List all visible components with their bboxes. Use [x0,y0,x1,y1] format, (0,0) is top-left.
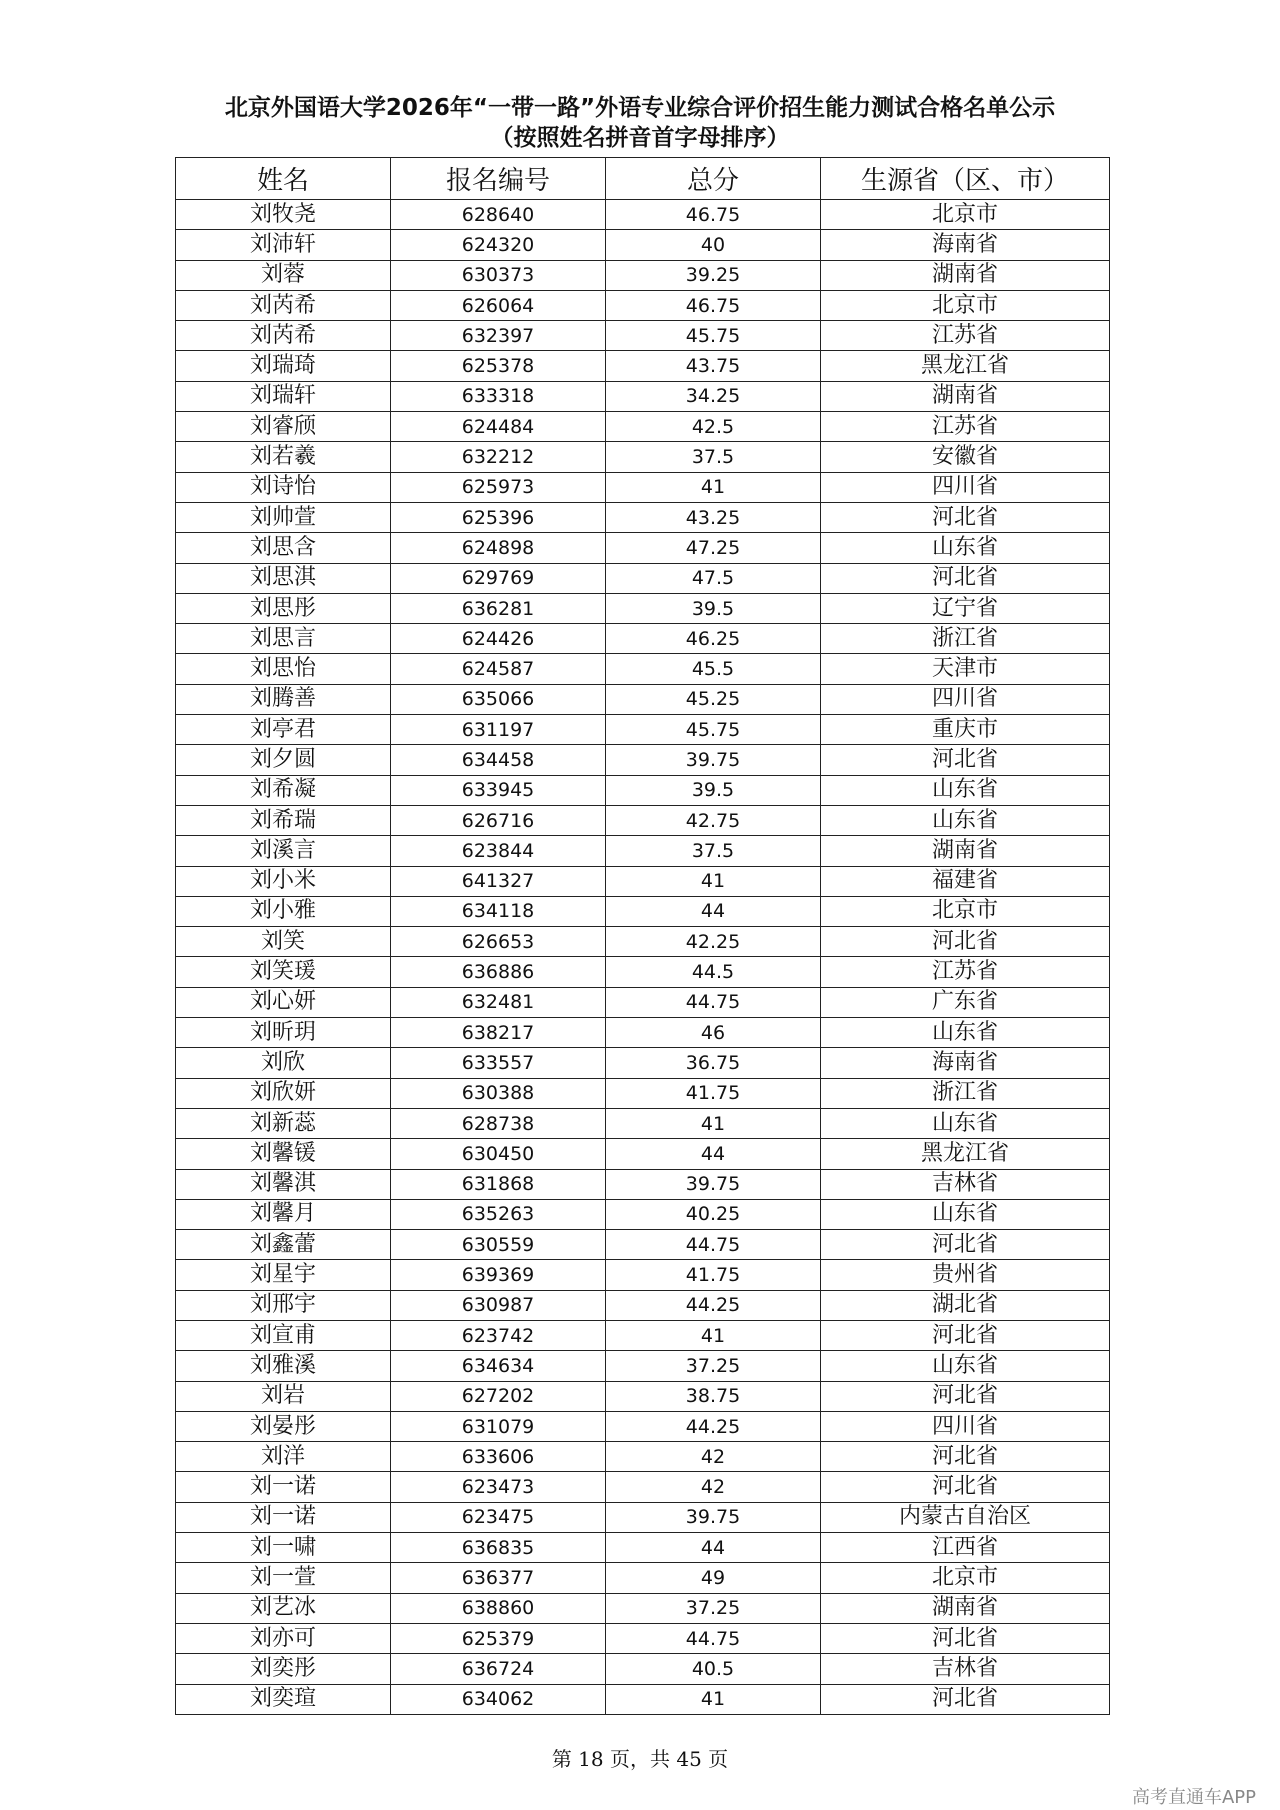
cell-name: 刘瑞琦 [176,351,391,381]
cell-name: 刘一萱 [176,1563,391,1593]
table-row [176,1563,1110,1593]
cell-total-score: 44.75 [606,1230,821,1260]
table-row [176,290,1110,320]
table-row [176,987,1110,1017]
cell-province: 吉林省 [821,1169,1110,1199]
cell-registration-number: 625379 [391,1623,606,1653]
table-row [176,1411,1110,1441]
cell-total-score: 34.25 [606,381,821,411]
cell-total-score: 41.75 [606,1260,821,1290]
header-name: 姓名 [176,158,391,200]
cell-name: 刘溪言 [176,836,391,866]
cell-province: 河北省 [821,502,1110,532]
cell-name: 刘岩 [176,1381,391,1411]
cell-total-score: 42 [606,1472,821,1502]
cell-total-score: 46 [606,1018,821,1048]
cell-registration-number: 629769 [391,563,606,593]
cell-province: 福建省 [821,866,1110,896]
cell-name: 刘欣妍 [176,1078,391,1108]
table-row [176,1472,1110,1502]
cell-registration-number: 634634 [391,1351,606,1381]
cell-province: 贵州省 [821,1260,1110,1290]
table-row [176,1199,1110,1229]
cell-name: 刘思含 [176,533,391,563]
cell-name: 刘睿颀 [176,412,391,442]
cell-total-score: 43.75 [606,351,821,381]
cell-total-score: 44 [606,1139,821,1169]
cell-province: 四川省 [821,1411,1110,1441]
header-registration-number: 报名编号 [391,158,606,200]
cell-name: 刘星宇 [176,1260,391,1290]
cell-name: 刘宣甫 [176,1320,391,1350]
cell-registration-number: 638217 [391,1018,606,1048]
table-row [176,715,1110,745]
cell-registration-number: 624320 [391,230,606,260]
cell-name: 刘牧尧 [176,200,391,230]
cell-registration-number: 636377 [391,1563,606,1593]
cell-total-score: 39.25 [606,260,821,290]
cell-registration-number: 633945 [391,775,606,805]
table-row [176,1139,1110,1169]
cell-name: 刘瑞轩 [176,381,391,411]
cell-registration-number: 625378 [391,351,606,381]
cell-total-score: 43.25 [606,502,821,532]
cell-registration-number: 626653 [391,927,606,957]
cell-province: 河北省 [821,745,1110,775]
cell-total-score: 39.75 [606,1169,821,1199]
cell-registration-number: 638860 [391,1593,606,1623]
table-row [176,957,1110,987]
cell-registration-number: 632481 [391,987,606,1017]
cell-total-score: 44.25 [606,1290,821,1320]
cell-registration-number: 630987 [391,1290,606,1320]
cell-province: 湖南省 [821,381,1110,411]
cell-total-score: 37.25 [606,1593,821,1623]
cell-registration-number: 631868 [391,1169,606,1199]
cell-name: 刘希凝 [176,775,391,805]
table-row [176,321,1110,351]
cell-registration-number: 624587 [391,654,606,684]
cell-registration-number: 634118 [391,896,606,926]
table-row [176,1442,1110,1472]
table-row [176,502,1110,532]
cell-total-score: 36.75 [606,1048,821,1078]
cell-province: 河北省 [821,1230,1110,1260]
cell-registration-number: 632397 [391,321,606,351]
cell-total-score: 40.25 [606,1199,821,1229]
cell-name: 刘芮希 [176,321,391,351]
cell-registration-number: 623475 [391,1502,606,1532]
cell-total-score: 45.75 [606,715,821,745]
table-row [176,593,1110,623]
cell-province: 山东省 [821,805,1110,835]
cell-total-score: 41 [606,866,821,896]
cell-total-score: 41 [606,1320,821,1350]
cell-province: 湖南省 [821,1593,1110,1623]
cell-name: 刘馨淇 [176,1169,391,1199]
cell-total-score: 44.75 [606,1623,821,1653]
table-row [176,200,1110,230]
cell-province: 重庆市 [821,715,1110,745]
cell-province: 山东省 [821,1018,1110,1048]
header-province: 生源省（区、市） [821,158,1110,200]
cell-total-score: 37.5 [606,836,821,866]
cell-province: 海南省 [821,230,1110,260]
cell-province: 河北省 [821,927,1110,957]
cell-name: 刘思淇 [176,563,391,593]
cell-total-score: 42.5 [606,412,821,442]
document-subtitle: （按照姓名拼音首字母排序） [490,125,790,151]
cell-province: 北京市 [821,200,1110,230]
cell-total-score: 41 [606,1684,821,1714]
cell-province: 四川省 [821,684,1110,714]
table-row [176,1230,1110,1260]
cell-total-score: 39.75 [606,745,821,775]
cell-total-score: 47.25 [606,533,821,563]
cell-name: 刘小雅 [176,896,391,926]
cell-province: 湖南省 [821,260,1110,290]
cell-name: 刘笑瑗 [176,957,391,987]
cell-registration-number: 636281 [391,593,606,623]
cell-total-score: 44.75 [606,987,821,1017]
cell-registration-number: 633318 [391,381,606,411]
cell-province: 辽宁省 [821,593,1110,623]
table-row [176,230,1110,260]
cell-name: 刘小米 [176,866,391,896]
table-row [176,836,1110,866]
table-row [176,775,1110,805]
cell-province: 广东省 [821,987,1110,1017]
table-row [176,442,1110,472]
table-row [176,351,1110,381]
table-row [176,805,1110,835]
cell-province: 河北省 [821,1472,1110,1502]
cell-province: 黑龙江省 [821,351,1110,381]
cell-province: 内蒙古自治区 [821,1502,1110,1532]
cell-registration-number: 635263 [391,1199,606,1229]
cell-province: 河北省 [821,1442,1110,1472]
table-row [176,1320,1110,1350]
cell-registration-number: 631197 [391,715,606,745]
cell-registration-number: 625973 [391,472,606,502]
table-header-row [176,158,1110,200]
cell-province: 江西省 [821,1533,1110,1563]
cell-name: 刘心妍 [176,987,391,1017]
cell-province: 浙江省 [821,1078,1110,1108]
cell-province: 河北省 [821,1320,1110,1350]
cell-total-score: 42 [606,1442,821,1472]
results-table [175,157,1110,1715]
cell-name: 刘蓉 [176,260,391,290]
cell-total-score: 42.25 [606,927,821,957]
cell-total-score: 47.5 [606,563,821,593]
cell-registration-number: 623473 [391,1472,606,1502]
cell-province: 河北省 [821,1684,1110,1714]
cell-total-score: 37.5 [606,442,821,472]
cell-name: 刘思彤 [176,593,391,623]
table-row [176,1108,1110,1138]
cell-total-score: 44.25 [606,1411,821,1441]
cell-province: 黑龙江省 [821,1139,1110,1169]
cell-province: 山东省 [821,1108,1110,1138]
table-row [176,381,1110,411]
cell-province: 安徽省 [821,442,1110,472]
cell-registration-number: 630373 [391,260,606,290]
cell-registration-number: 636835 [391,1533,606,1563]
table-row [176,1018,1110,1048]
cell-name: 刘一诺 [176,1472,391,1502]
cell-registration-number: 636886 [391,957,606,987]
table-row [176,745,1110,775]
cell-total-score: 41.75 [606,1078,821,1108]
cell-registration-number: 633606 [391,1442,606,1472]
table-row [176,1169,1110,1199]
cell-province: 浙江省 [821,624,1110,654]
cell-total-score: 46.75 [606,290,821,320]
cell-name: 刘欣 [176,1048,391,1078]
cell-province: 河北省 [821,563,1110,593]
cell-registration-number: 628640 [391,200,606,230]
cell-name: 刘艺冰 [176,1593,391,1623]
cell-name: 刘馨月 [176,1199,391,1229]
table-row [176,1048,1110,1078]
cell-province: 北京市 [821,896,1110,926]
cell-registration-number: 631079 [391,1411,606,1441]
table-row [176,472,1110,502]
cell-province: 江苏省 [821,957,1110,987]
cell-total-score: 46.25 [606,624,821,654]
cell-name: 刘昕玥 [176,1018,391,1048]
cell-name: 刘思言 [176,624,391,654]
cell-registration-number: 641327 [391,866,606,896]
table-row [176,533,1110,563]
cell-total-score: 39.5 [606,593,821,623]
cell-province: 海南省 [821,1048,1110,1078]
cell-registration-number: 626064 [391,290,606,320]
table-row [176,1623,1110,1653]
table-row [176,260,1110,290]
table-row [176,1654,1110,1684]
cell-registration-number: 630450 [391,1139,606,1169]
table-body [176,200,1110,1715]
table-row [176,866,1110,896]
cell-registration-number: 628738 [391,1108,606,1138]
cell-total-score: 39.75 [606,1502,821,1532]
cell-registration-number: 624484 [391,412,606,442]
cell-name: 刘奕彤 [176,1654,391,1684]
cell-total-score: 45.75 [606,321,821,351]
document-title: 北京外国语大学2026年“一带一路”外语专业综合评价招生能力测试合格名单公示 [224,95,1056,121]
cell-province: 山东省 [821,1199,1110,1229]
table-row [176,1381,1110,1411]
cell-name: 刘若羲 [176,442,391,472]
cell-total-score: 38.75 [606,1381,821,1411]
table-row [176,1684,1110,1714]
cell-name: 刘奕瑄 [176,1684,391,1714]
cell-total-score: 41 [606,472,821,502]
cell-name: 刘沛轩 [176,230,391,260]
cell-total-score: 42.75 [606,805,821,835]
cell-registration-number: 630388 [391,1078,606,1108]
table-row [176,684,1110,714]
watermark: 高考直通车APP [1131,1787,1256,1808]
cell-registration-number: 625396 [391,502,606,532]
cell-name: 刘帅萱 [176,502,391,532]
cell-province: 湖北省 [821,1290,1110,1320]
cell-total-score: 49 [606,1563,821,1593]
cell-registration-number: 623844 [391,836,606,866]
cell-name: 刘一诺 [176,1502,391,1532]
cell-total-score: 39.5 [606,775,821,805]
cell-registration-number: 632212 [391,442,606,472]
cell-name: 刘腾善 [176,684,391,714]
table-row [176,1351,1110,1381]
cell-registration-number: 626716 [391,805,606,835]
cell-name: 刘一啸 [176,1533,391,1563]
cell-province: 吉林省 [821,1654,1110,1684]
cell-province: 北京市 [821,290,1110,320]
table-row [176,1533,1110,1563]
cell-province: 湖南省 [821,836,1110,866]
table-row [176,412,1110,442]
cell-total-score: 44.5 [606,957,821,987]
cell-total-score: 40.5 [606,1654,821,1684]
cell-name: 刘诗怡 [176,472,391,502]
cell-province: 北京市 [821,1563,1110,1593]
cell-registration-number: 634458 [391,745,606,775]
table-row [176,1290,1110,1320]
cell-total-score: 44 [606,896,821,926]
cell-registration-number: 627202 [391,1381,606,1411]
cell-total-score: 40 [606,230,821,260]
cell-province: 山东省 [821,533,1110,563]
cell-total-score: 46.75 [606,200,821,230]
cell-name: 刘邢宇 [176,1290,391,1320]
cell-registration-number: 624426 [391,624,606,654]
cell-registration-number: 635066 [391,684,606,714]
table-row [176,1502,1110,1532]
cell-name: 刘雅溪 [176,1351,391,1381]
cell-province: 山东省 [821,1351,1110,1381]
cell-province: 天津市 [821,654,1110,684]
cell-province: 四川省 [821,472,1110,502]
cell-name: 刘思怡 [176,654,391,684]
cell-registration-number: 624898 [391,533,606,563]
table-row [176,896,1110,926]
cell-province: 河北省 [821,1623,1110,1653]
cell-total-score: 37.25 [606,1351,821,1381]
cell-name: 刘鑫蕾 [176,1230,391,1260]
cell-name: 刘亭君 [176,715,391,745]
cell-name: 刘希瑞 [176,805,391,835]
cell-registration-number: 634062 [391,1684,606,1714]
cell-total-score: 45.5 [606,654,821,684]
cell-name: 刘亦可 [176,1623,391,1653]
cell-total-score: 44 [606,1533,821,1563]
table-row [176,1078,1110,1108]
table-row [176,654,1110,684]
cell-name: 刘笑 [176,927,391,957]
table-row [176,563,1110,593]
cell-name: 刘夕圆 [176,745,391,775]
cell-registration-number: 633557 [391,1048,606,1078]
cell-registration-number: 636724 [391,1654,606,1684]
table-row [176,1593,1110,1623]
page-number: 第 18 页，共 45 页 [551,1747,729,1771]
cell-registration-number: 639369 [391,1260,606,1290]
cell-registration-number: 623742 [391,1320,606,1350]
cell-name: 刘馨锾 [176,1139,391,1169]
header-total-score: 总分 [606,158,821,200]
table-row [176,624,1110,654]
cell-name: 刘新蕊 [176,1108,391,1138]
cell-name: 刘芮希 [176,290,391,320]
cell-total-score: 41 [606,1108,821,1138]
cell-total-score: 45.25 [606,684,821,714]
cell-province: 河北省 [821,1381,1110,1411]
cell-province: 江苏省 [821,321,1110,351]
cell-province: 江苏省 [821,412,1110,442]
cell-province: 山东省 [821,775,1110,805]
cell-registration-number: 630559 [391,1230,606,1260]
cell-name: 刘晏彤 [176,1411,391,1441]
table-row [176,927,1110,957]
cell-name: 刘洋 [176,1442,391,1472]
table-row [176,1260,1110,1290]
